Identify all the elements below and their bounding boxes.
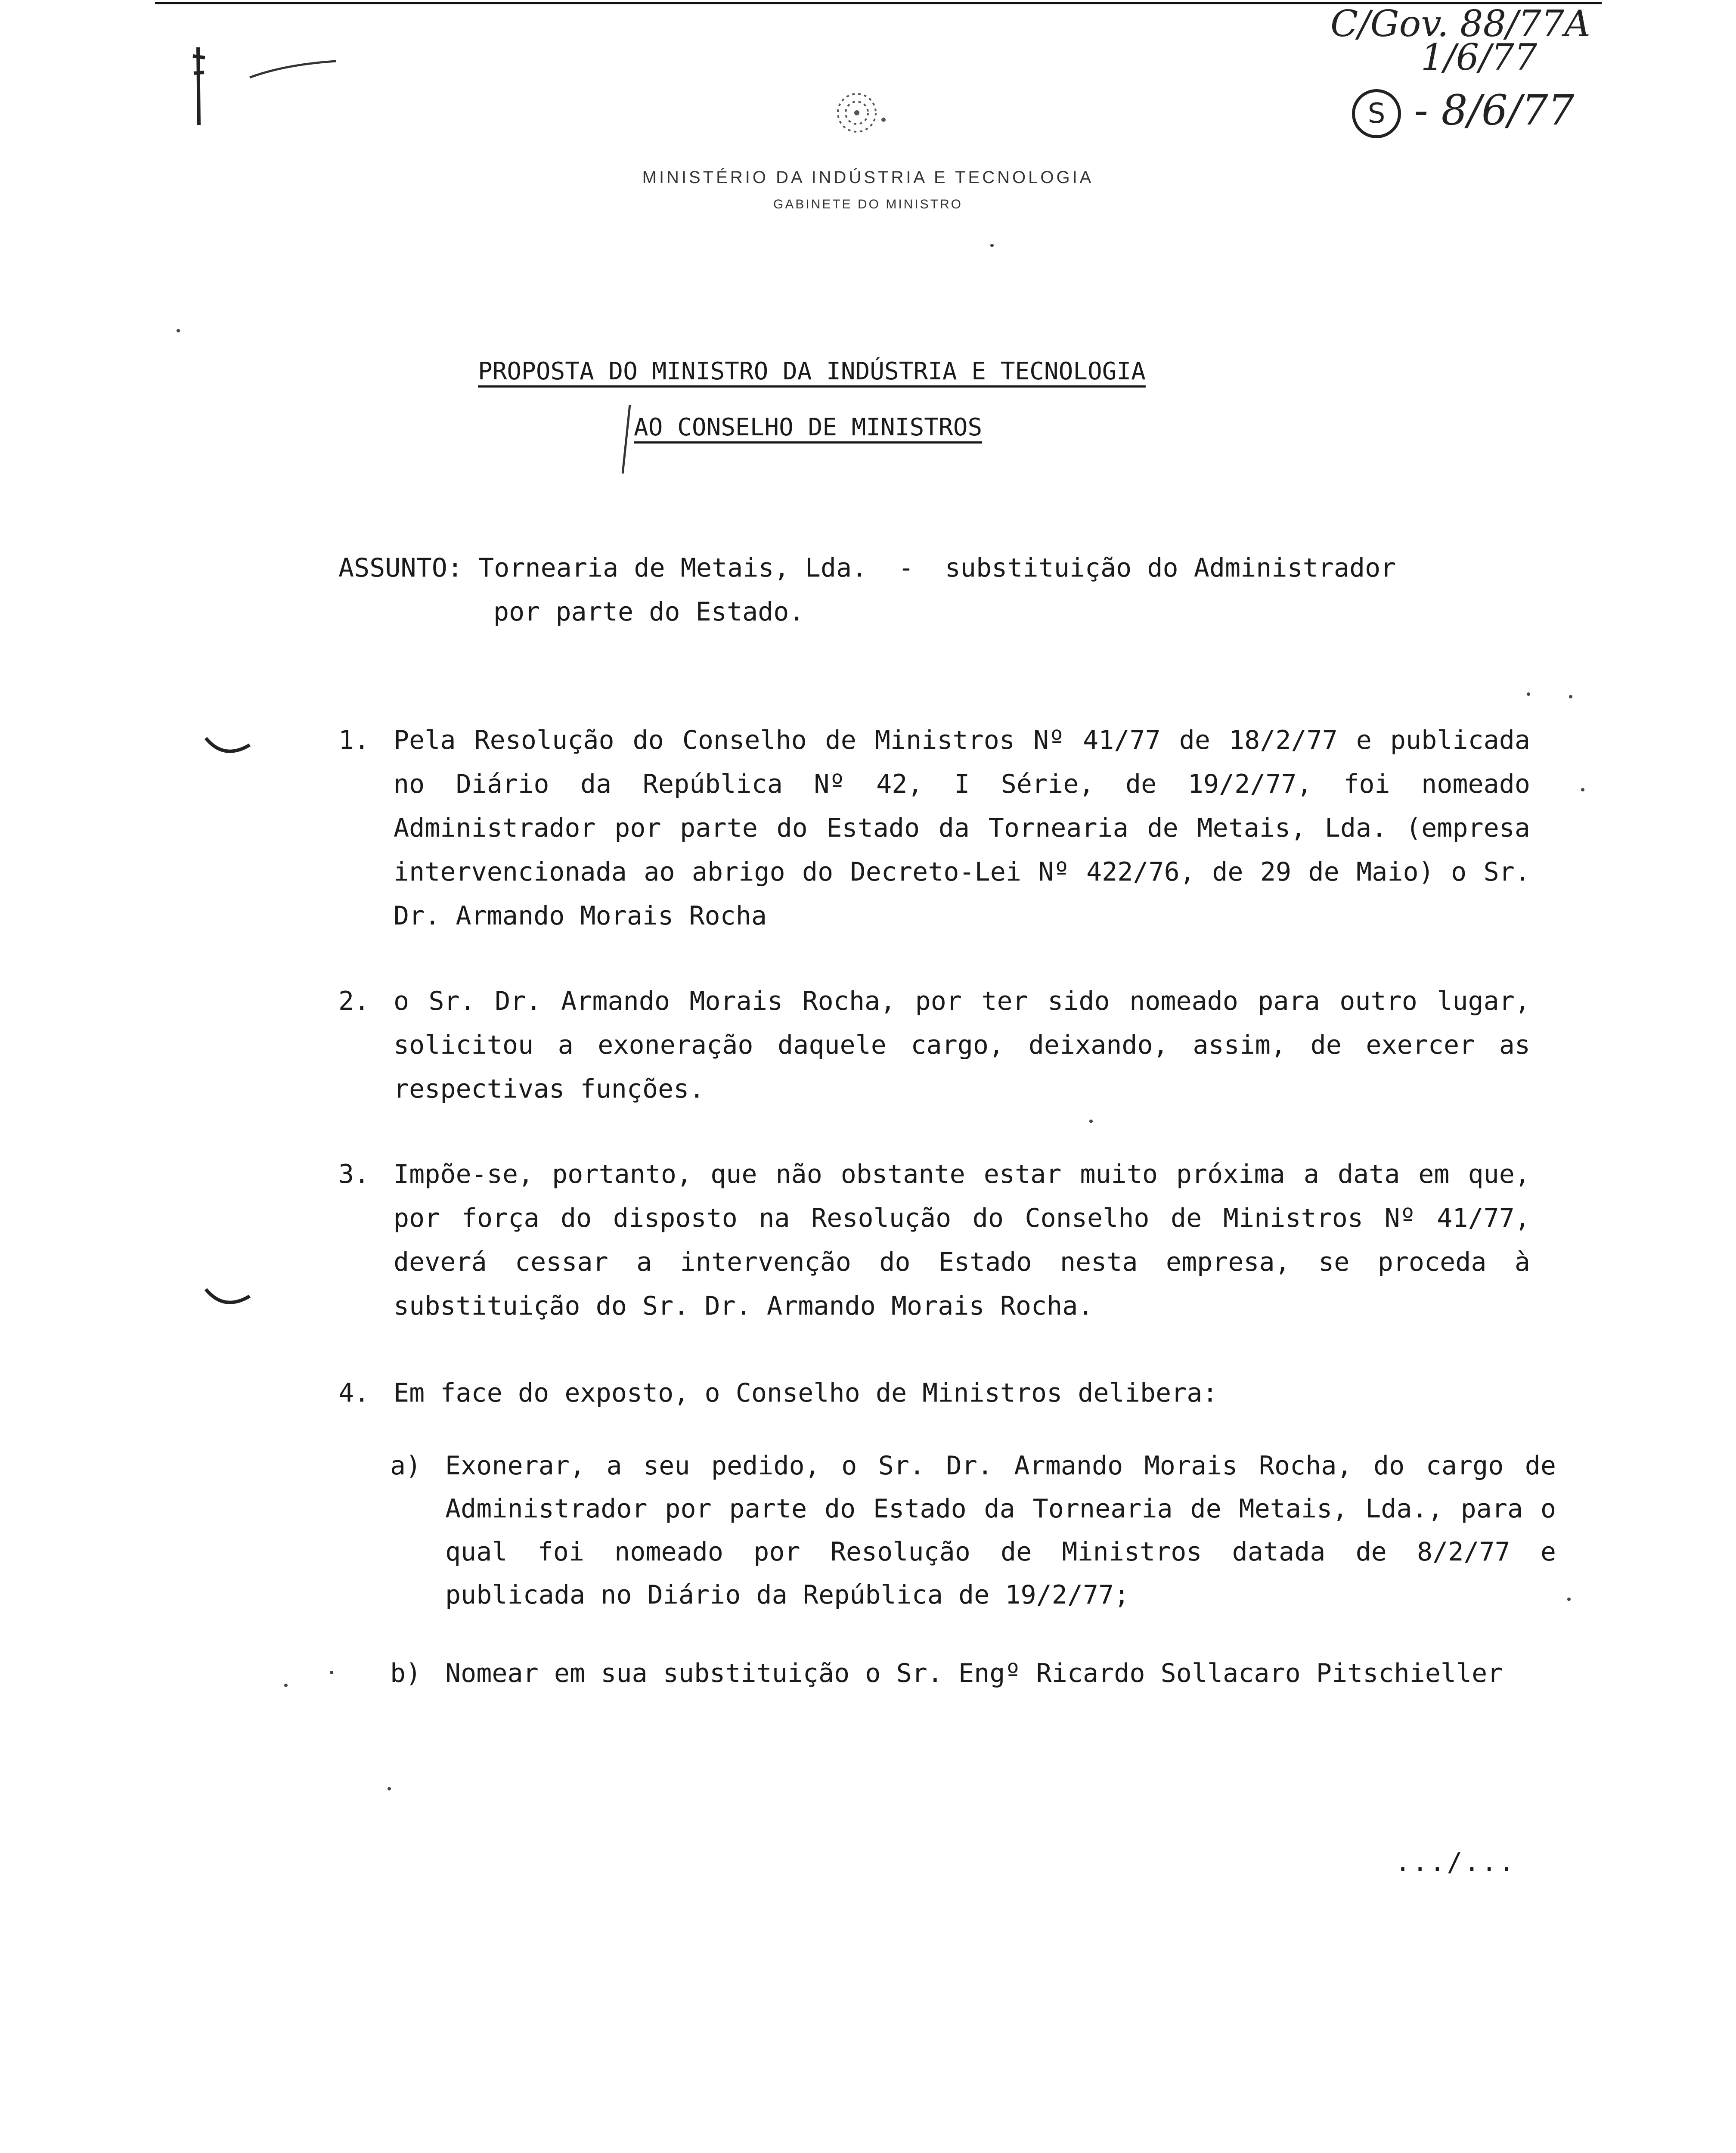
subject-label: ASSUNTO:: [338, 553, 463, 583]
speck: [1567, 1598, 1571, 1601]
tick-mark-icon: [202, 732, 254, 762]
paragraph-text: o Sr. Dr. Armando Morais Rocha, por ter sido nomeado para outro lugar, solicitou a exoneração daquele cargo, deixando, assim, de exercer as respectivas funções.: [394, 986, 1530, 1104]
subject-line-2: por parte do Estado.: [493, 597, 805, 627]
speck: [284, 1684, 288, 1687]
paragraph-number: 2.: [338, 986, 370, 1016]
paragraph-number: 3.: [338, 1159, 370, 1189]
handwritten-stamp: [1352, 86, 1574, 138]
handwritten-reference: C/Gov. 88/77A: [1330, 3, 1590, 45]
subject-line-1: Tornearia de Metais, Lda. - substituição do Administrador: [478, 553, 1396, 583]
speck: [1581, 788, 1584, 791]
speck: [177, 329, 180, 332]
speck: [388, 1787, 391, 1790]
subitem-text: Nomear em sua substituição o Sr. Engº Ricardo Sollacaro Pitschieller: [445, 1658, 1503, 1688]
speck: [1569, 695, 1572, 698]
paragraph-text: Pela Resolução do Conselho de Ministros Nº 41/77 de 18/2/77 e publicada no Diário da República Nº 42, I Série, de 19/2/77, foi nomeado Administrador por parte do Estado da Tornearia de Metais, Lda. (empresa intervencionada ao abrigo do Decreto-Lei Nº 422/76, de 29 de Maio) o Sr. Dr. Armando Morais Rocha: [394, 725, 1530, 931]
coat-of-arms-icon: [827, 86, 891, 142]
paragraph-number: 1.: [338, 725, 370, 755]
subitem-label: a): [390, 1451, 422, 1481]
stamp-date: - 8/6/77: [1414, 86, 1575, 134]
continuation-marker: .../...: [1395, 1847, 1516, 1877]
document-title: PROPOSTA DO MINISTRO DA INDÚSTRIA E TECNOLOGIA: [478, 357, 1146, 385]
paragraph-number: 4.: [338, 1378, 370, 1408]
speck: [1527, 692, 1530, 696]
subitem-text: Exonerar, a seu pedido, o Sr. Dr. Armando Morais Rocha, do cargo de Administrador por parte do Estado da Tornearia de Metais, Lda., para o qual foi nomeado por Resolução de Ministros datada de 8/2/77 e publicada no Diário da República de 19/2/77;: [445, 1451, 1556, 1610]
speck: [990, 244, 994, 247]
tick-mark-icon: [202, 1283, 254, 1313]
staple-mark-icon: [181, 39, 353, 142]
handwritten-date: 1/6/77: [1421, 36, 1538, 78]
subject-block: [338, 546, 1396, 634]
paragraph-text: Impõe-se, portanto, que não obstante estar muito próxima a data em que, por força do disposto na Resolução do Conselho de Ministros Nº 41/77, deverá cessar a intervenção do Estado nesta empresa, se proceda à substituição do Sr. Dr. Armando Morais Rocha.: [394, 1159, 1530, 1321]
document-recipient: AO CONSELHO DE MINISTROS: [634, 413, 983, 441]
subitem-label: b): [390, 1658, 422, 1688]
letterhead-ministry: MINISTÉRIO DA INDÚSTRIA E TECNOLOGIA: [642, 168, 1094, 187]
speck: [1089, 1120, 1093, 1123]
stamp-circle: S: [1352, 89, 1401, 138]
speck: [330, 1671, 333, 1674]
letterhead-cabinet: GABINETE DO MINISTRO: [773, 197, 963, 211]
handwritten-slash: [622, 405, 631, 474]
paragraph-text: Em face do exposto, o Conselho de Ministros delibera:: [394, 1378, 1218, 1408]
